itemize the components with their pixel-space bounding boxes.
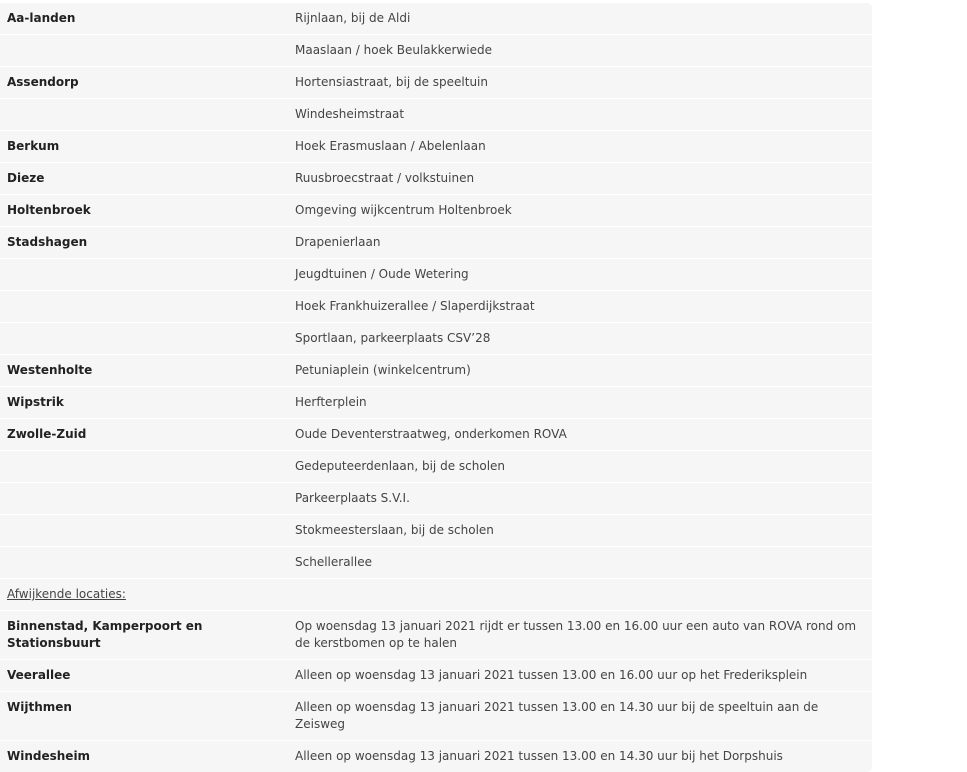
area-cell xyxy=(0,259,288,291)
area-cell xyxy=(0,35,288,67)
area-cell: Binnenstad, Kamperpoort en Stationsbuurt xyxy=(0,611,288,660)
location-cell: Oude Deventerstraatweg, onderkomen ROVA xyxy=(288,419,872,451)
area-cell: Westenholte xyxy=(0,355,288,387)
location-cell: Alleen op woensdag 13 januari 2021 tussen 13.00 en 16.00 uur op het Frederiksplein xyxy=(288,660,872,692)
area-cell xyxy=(0,547,288,579)
table-row xyxy=(0,195,872,227)
location-cell: Windesheimstraat xyxy=(288,99,872,131)
location-cell: Alleen op woensdag 13 januari 2021 tussen 13.00 en 14.30 uur bij de speeltuin aan de Zeisweg xyxy=(288,692,872,741)
location-cell: Alleen op woensdag 13 januari 2021 tussen 13.00 en 14.30 uur bij het Dorpshuis xyxy=(288,741,872,772)
table-row xyxy=(0,67,872,99)
table-row xyxy=(0,323,872,355)
location-cell: Schellerallee xyxy=(288,547,872,579)
section-heading: Afwijkende locaties: xyxy=(0,579,288,611)
table-row xyxy=(0,3,872,35)
table-row xyxy=(0,483,872,515)
location-cell: Rijnlaan, bij de Aldi xyxy=(288,3,872,35)
area-cell xyxy=(0,483,288,515)
area-cell xyxy=(0,451,288,483)
table-row xyxy=(0,515,872,547)
location-cell: Drapenierlaan xyxy=(288,227,872,259)
table-row xyxy=(0,547,872,579)
location-cell: Gedeputeerdenlaan, bij de scholen xyxy=(288,451,872,483)
collection-locations-table-container xyxy=(0,3,872,772)
table-row xyxy=(0,387,872,419)
table-body xyxy=(0,3,872,772)
area-cell: Veerallee xyxy=(0,660,288,692)
area-cell: Berkum xyxy=(0,131,288,163)
location-cell: Ruusbroecstraat / volkstuinen xyxy=(288,163,872,195)
location-cell: Maaslaan / hoek Beulakkerwiede xyxy=(288,35,872,67)
area-cell xyxy=(0,323,288,355)
location-cell: Petuniaplein (winkelcentrum) xyxy=(288,355,872,387)
table-row xyxy=(0,451,872,483)
table-row xyxy=(0,227,872,259)
location-cell: Stokmeesterslaan, bij de scholen xyxy=(288,515,872,547)
table-row xyxy=(0,355,872,387)
table-row xyxy=(0,291,872,323)
table-row xyxy=(0,35,872,67)
exception-row xyxy=(0,692,872,741)
table-row xyxy=(0,259,872,291)
location-cell: Sportlaan, parkeerplaats CSV’28 xyxy=(288,323,872,355)
area-cell xyxy=(0,515,288,547)
area-cell: Wipstrik xyxy=(0,387,288,419)
area-cell: Zwolle-Zuid xyxy=(0,419,288,451)
table-row xyxy=(0,163,872,195)
table-row xyxy=(0,99,872,131)
collection-locations-table xyxy=(0,3,872,772)
section-heading-row xyxy=(0,579,872,611)
table-row xyxy=(0,131,872,163)
exception-row xyxy=(0,660,872,692)
location-cell: Hortensiastraat, bij de speeltuin xyxy=(288,67,872,99)
location-cell: Op woensdag 13 januari 2021 rijdt er tussen 13.00 en 16.00 uur een auto van ROVA rond om de kerstbomen op te halen xyxy=(288,611,872,660)
exception-row xyxy=(0,611,872,660)
area-cell: Wijthmen xyxy=(0,692,288,741)
location-cell: Omgeving wijkcentrum Holtenbroek xyxy=(288,195,872,227)
empty-cell xyxy=(288,579,872,611)
location-cell: Jeugdtuinen / Oude Wetering xyxy=(288,259,872,291)
location-cell: Hoek Erasmuslaan / Abelenlaan xyxy=(288,131,872,163)
area-cell: Aa-landen xyxy=(0,3,288,35)
area-cell xyxy=(0,99,288,131)
area-cell: Assendorp xyxy=(0,67,288,99)
area-cell: Holtenbroek xyxy=(0,195,288,227)
table-row xyxy=(0,419,872,451)
location-cell: Herfterplein xyxy=(288,387,872,419)
location-cell: Hoek Frankhuizerallee / Slaperdijkstraat xyxy=(288,291,872,323)
area-cell: Stadshagen xyxy=(0,227,288,259)
area-cell: Windesheim xyxy=(0,741,288,772)
area-cell: Dieze xyxy=(0,163,288,195)
exception-row xyxy=(0,741,872,772)
area-cell xyxy=(0,291,288,323)
location-cell: Parkeerplaats S.V.I. xyxy=(288,483,872,515)
